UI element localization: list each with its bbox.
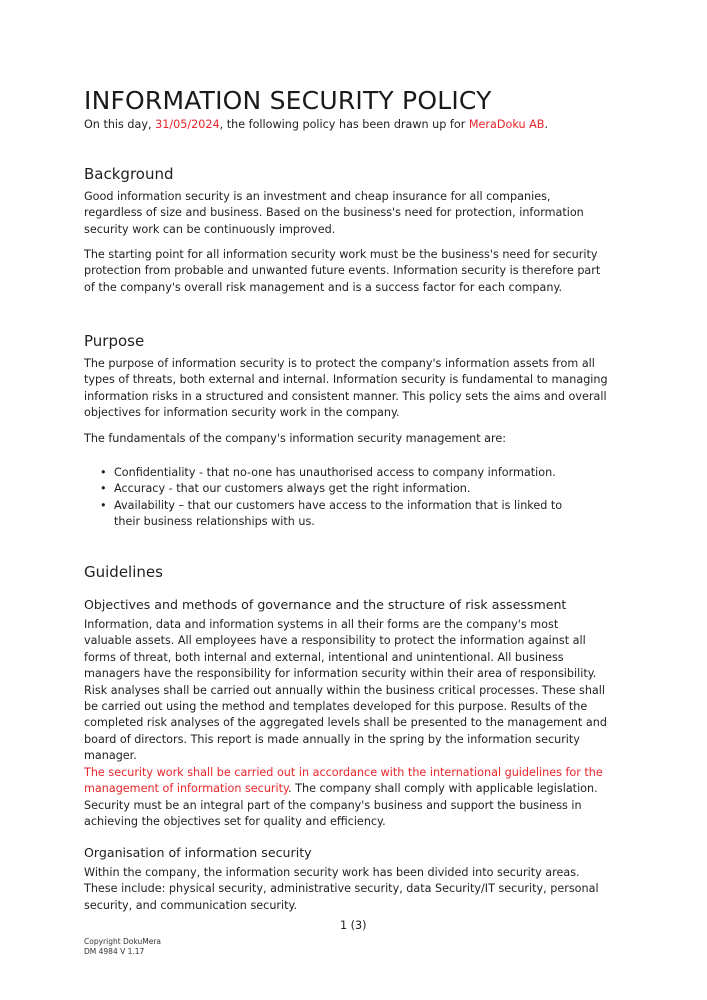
purpose-paragraph-2: The fundamentals of the company's information security management are:: [84, 432, 507, 445]
intro-suffix: .: [544, 118, 548, 131]
heading-organisation: Organisation of information security: [84, 845, 312, 860]
standards-highlight: The security work shall be carried out in accordance with the international guidelines for the management of information security: [84, 766, 603, 796]
intro-line: [84, 118, 548, 131]
intro-middle: , the following policy has been drawn up for: [219, 118, 469, 131]
bullet-icon: •: [100, 498, 107, 512]
page-number: 1 (3): [340, 919, 367, 932]
bullet-icon: •: [100, 482, 107, 496]
company-name: MeraDoku AB: [468, 118, 545, 131]
bullet-icon: •: [100, 466, 107, 479]
heading-purpose: Purpose: [84, 332, 145, 350]
footer-doc-id: DM 4984 V 1.17: [84, 947, 145, 956]
governance-paragraph: Information, data and information systems in all their forms are the company's most valuable assets. All employees have a responsibility to protect the information against all forms of threat, both internal and external, intentional and unintentional. All business managers have the responsibility for information security within their area of responsibility. Risk analyses shall be carried out annually within the business critical processes. These shall be carried out using the method and templates developed for this purpose. Results of the completed risk analyses of the aggregated levels shall be presented to the management and board of directors. This report is made annually in the spring by the information security manager.: [84, 618, 607, 763]
organisation-paragraph: Within the company, the information security work has been divided into security areas. These include: physical security, administrative security, data Security/IT security, personal security, and communication security.: [84, 866, 599, 912]
standards-continuation: . The company shall comply with applicable legislation. Security must be an integral part of the company's business and support the business in achieving the objectives set for quality and efficiency.: [84, 782, 598, 829]
footer-copyright: Copyright DokuMera: [84, 937, 162, 946]
list-item-text: Confidentiality - that no-one has unauthorised access to company information.: [114, 466, 556, 479]
background-paragraph-1: Good information security is an investment and cheap insurance for all companies, regardless of size and business. Based on the business's need for protection, information security work can be continuously improved.: [84, 190, 584, 236]
document-title: INFORMATION SECURITY POLICY: [84, 86, 492, 115]
footer: [84, 937, 161, 957]
list-item: [84, 465, 624, 481]
standards-paragraph: [84, 765, 609, 831]
heading-guidelines: Guidelines: [84, 563, 163, 581]
policy-date: 31/05/2024: [155, 118, 220, 131]
heading-governance: Objectives and methods of governance and the structure of risk assessment: [84, 597, 567, 612]
list-item: [84, 481, 624, 497]
background-paragraph-2: The starting point for all information security work must be the business's need for security protection from probable and unwanted future events. Information security is therefore part of the company's overall risk management and is a success factor for each company.: [84, 248, 601, 294]
list-item-text: Availability – that our customers have access to the information that is linked to their business relationships with us.: [114, 498, 563, 529]
fundamentals-list: [84, 465, 624, 531]
list-item: [84, 498, 574, 531]
purpose-paragraph-1: The purpose of information security is to protect the company's information assets from all types of threats, both external and internal. Information security is fundamental to managing information risks in a structured and consistent manner. This policy sets the aims and overall objectives for information security work in the company.: [84, 357, 608, 420]
heading-background: Background: [84, 165, 174, 183]
list-item-text: Accuracy - that our customers always get the right information.: [114, 482, 471, 496]
intro-prefix: On this day,: [84, 118, 156, 131]
